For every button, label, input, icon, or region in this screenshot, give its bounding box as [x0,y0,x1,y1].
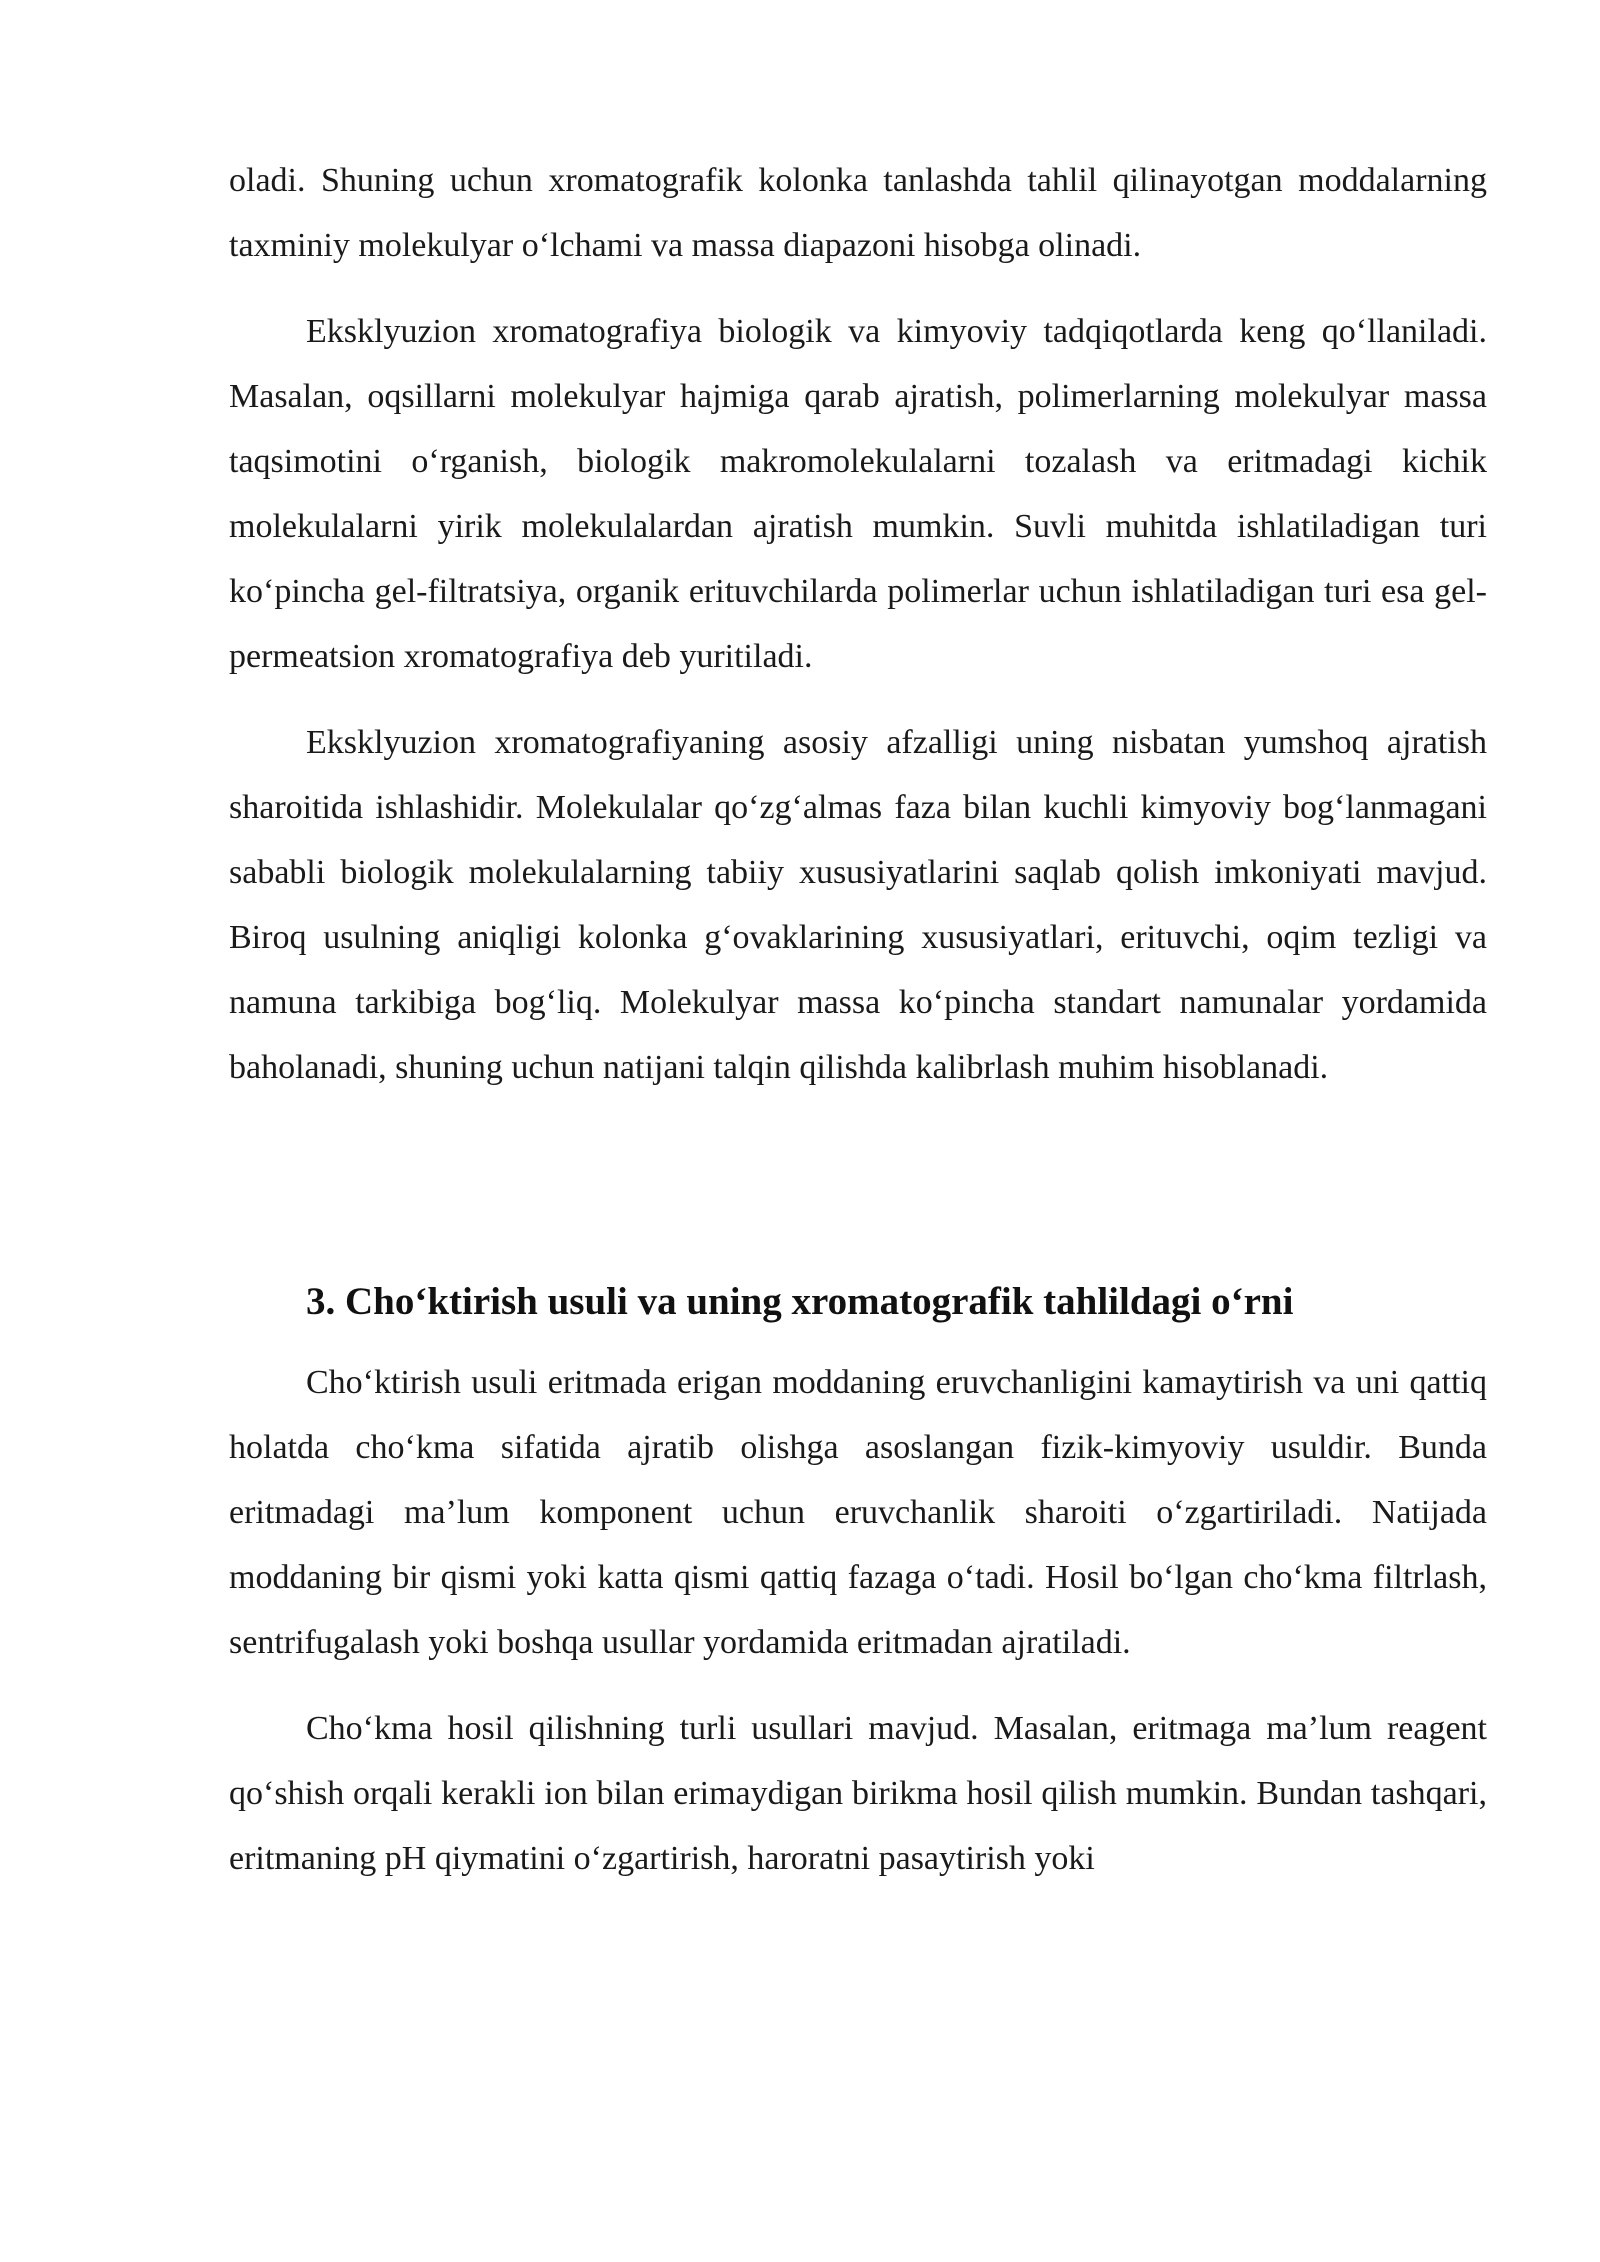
section-heading: 3. Cho‘ktirish usuli va uning xromatografik tahlildagi o‘rni [306,1280,1294,1323]
page-body [229,148,1487,1912]
paragraph: Eksklyuzion xromatografiyaning asosiy afzalligi uning nisbatan yumshoq ajratish sharoitida ishlashidir. Molekulalar qo‘zg‘almas faza bilan kuchli kimyoviy bog‘lanmagani sababli biologik molekulalarning tabiiy xususiyatlarini saqlab qolish imkoniyati mavjud. Biroq usulning aniqligi kolonka g‘ovaklarining xususiyatlari, erituvchi, oqim tezligi va namuna tarkibiga bog‘liq. Molekulyar massa ko‘pincha standart namunalar yordamida baholanadi, shuning uchun natijani talqin qilishda kalibrlash muhim hisoblanadi. [229,724,1487,1086]
paragraph-continued: oladi. Shuning uchun xromatografik kolonka tanlashda tahlil qilinayotgan moddalarning taxminiy molekulyar o‘lchami va massa diapazoni hisobga olinadi. [229,162,1487,264]
paragraph: Cho‘ktirish usuli eritmada erigan moddaning eruvchanligini kamaytirish va uni qattiq holatda cho‘kma sifatida ajratib olishga asoslangan fizik-kimyoviy usuldir. Bunda eritmadagi ma’lum komponent uchun eruvchanlik sharoiti o‘zgartiriladi. Natijada moddaning bir qismi yoki katta qismi qattiq fazaga o‘tadi. Hosil bo‘lgan cho‘kma filtrlash, sentrifugalash yoki boshqa usullar yordamida eritmadan ajratiladi. [229,1364,1487,1661]
paragraph: Cho‘kma hosil qilishning turli usullari mavjud. Masalan, eritmaga ma’lum reagent qo‘shish orqali kerakli ion bilan erimaydigan birikma hosil qilish mumkin. Bundan tashqari, eritmaning pH qiymatini o‘zgartirish, haroratni pasaytirish yoki [229,1710,1487,1877]
paragraph: Eksklyuzion xromatografiya biologik va kimyoviy tadqiqotlarda keng qo‘llaniladi. Masalan, oqsillarni molekulyar hajmiga qarab ajratish, polimerlarning molekulyar massa taqsimotini o‘rganish, biologik makromolekulalarni tozalash va eritmadagi kichik molekulalarni yirik molekulalardan ajratish mumkin. Suvli muhitda ishlatiladigan turi ko‘pincha gel-filtratsiya, organik erituvchilarda polimerlar uchun ishlatiladigan turi esa gel-permeatsion xromatografiya deb yuritiladi. [229,313,1487,675]
